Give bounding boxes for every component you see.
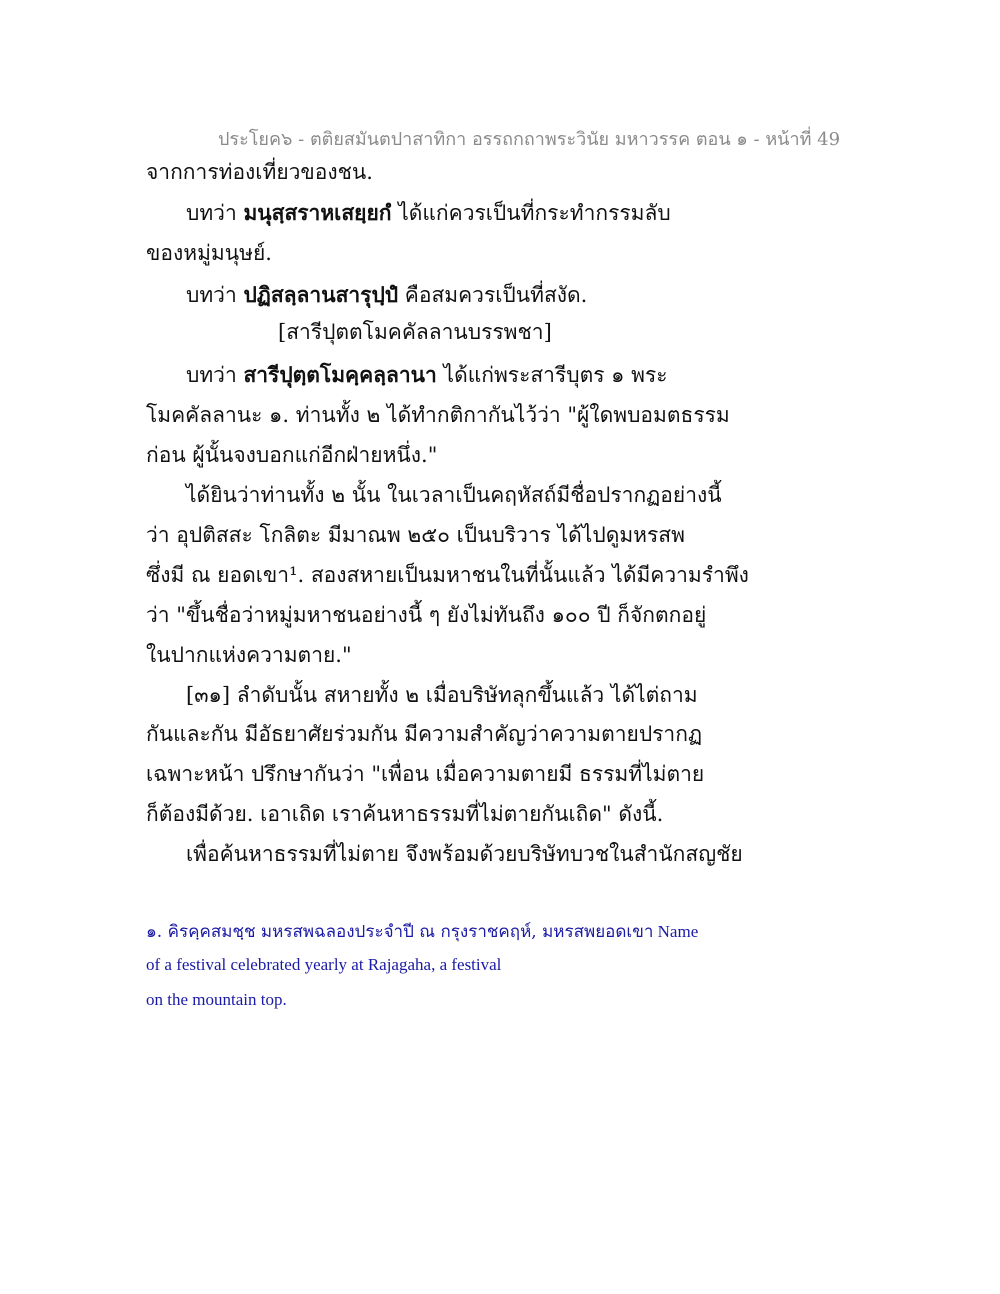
footnote-line-2: of a festival celebrated yearly at Rajagaha, a festival: [146, 955, 502, 974]
body-line-2: [186, 200, 671, 226]
footnote-line-3: on the mountain top.: [146, 990, 287, 1009]
body-line-16: เฉพาะหน้า ปรึกษากันว่า "เพื่อน เมื่อความตายมี ธรรมที่ไม่ตาย: [146, 762, 705, 786]
body-line-10: ว่า อุปติสสะ โกลิตะ มีมาณพ ๒๕๐ เป็นบริวาร ได้ไปดูมหรสพ: [146, 523, 685, 547]
text-span: ได้แก่ควรเป็นที่กระทำกรรมลับ: [391, 201, 671, 225]
body-line-15: กันและกัน มีอัธยาศัยร่วมกัน มีความสำคัญว่าความตายปรากฏ: [146, 722, 703, 746]
bold-term: ปฏิสลฺลานสารุปฺปํ: [243, 282, 399, 307]
body-line-8: ก่อน ผู้นั้นจงบอกแก่อีกฝ่ายหนึ่ง.": [146, 443, 438, 467]
body-line-7: โมคคัลลานะ ๑. ท่านทั้ง ๒ ได้ทำกติกากันไว้ว่า "ผู้ใดพบอมตธรรม: [146, 403, 730, 427]
body-line-14: [๓๑] ลำดับนั้น สหายทั้ง ๒ เมื่อบริษัทลุกขึ้นแล้ว ได้ไต่ถาม: [186, 683, 698, 707]
body-line-3: ของหมู่มนุษย์.: [146, 241, 272, 265]
text-span: บทว่า: [186, 283, 244, 307]
body-line-11: ซึ่งมี ณ ยอดเขา¹. สองสหายเป็นมหาชนในที่นั้นแล้ว ได้มีความรำพึง: [146, 563, 749, 587]
page-header: ประโยค๖ - ตติยสมันตปาสาทิกา อรรถกถาพระวินัย มหาวรรค ตอน ๑ - หน้าที่ 49: [218, 129, 841, 150]
body-line-13: ในปากแห่งความตาย.": [146, 643, 352, 667]
text-span: ได้แก่พระสารีบุตร ๑ พระ: [436, 363, 668, 387]
body-line-18: เพื่อค้นหาธรรมที่ไม่ตาย จึงพร้อมด้วยบริษัทบวชในสำนักสญชัย: [186, 842, 743, 866]
section-heading: [สารีปุตตโมคคัลลานบรรพชา]: [278, 320, 552, 344]
body-line-12: ว่า "ขึ้นชื่อว่าหมู่มหาชนอย่างนี้ ๆ ยังไม่ทันถึง ๑๐๐ ปี ก็จักตกอยู่: [146, 603, 707, 627]
footnote-line-1: [146, 918, 698, 945]
body-line-6: [186, 362, 668, 388]
body-line-1: จากการท่องเที่ยวของชน.: [146, 160, 373, 184]
footnote-thai: ๑. คิรคฺคสมชฺช มหรสพฉลองประจำปี ณ กรุงราชคฤห์, มหรสพยอดเขา: [146, 922, 654, 942]
text-span: บทว่า: [186, 363, 244, 387]
text-span: คือสมควรเป็นที่สงัด.: [398, 283, 588, 307]
body-line-17: ก็ต้องมีด้วย. เอาเถิด เราค้นหาธรรมที่ไม่ตายกันเถิด" ดังนี้.: [146, 802, 664, 826]
bold-term: สารีปุตฺตโมคฺคลฺลานา: [243, 362, 437, 387]
bold-term: มนุสฺสราหเสยฺยกํ: [243, 200, 392, 225]
body-line-4: [186, 282, 587, 308]
body-line-9: ได้ยินว่าท่านทั้ง ๒ นั้น ในเวลาเป็นคฤหัสถ์มีชื่อปรากฏอย่างนี้: [186, 483, 722, 507]
footnote-english: Name: [653, 922, 699, 941]
text-span: บทว่า: [186, 201, 244, 225]
